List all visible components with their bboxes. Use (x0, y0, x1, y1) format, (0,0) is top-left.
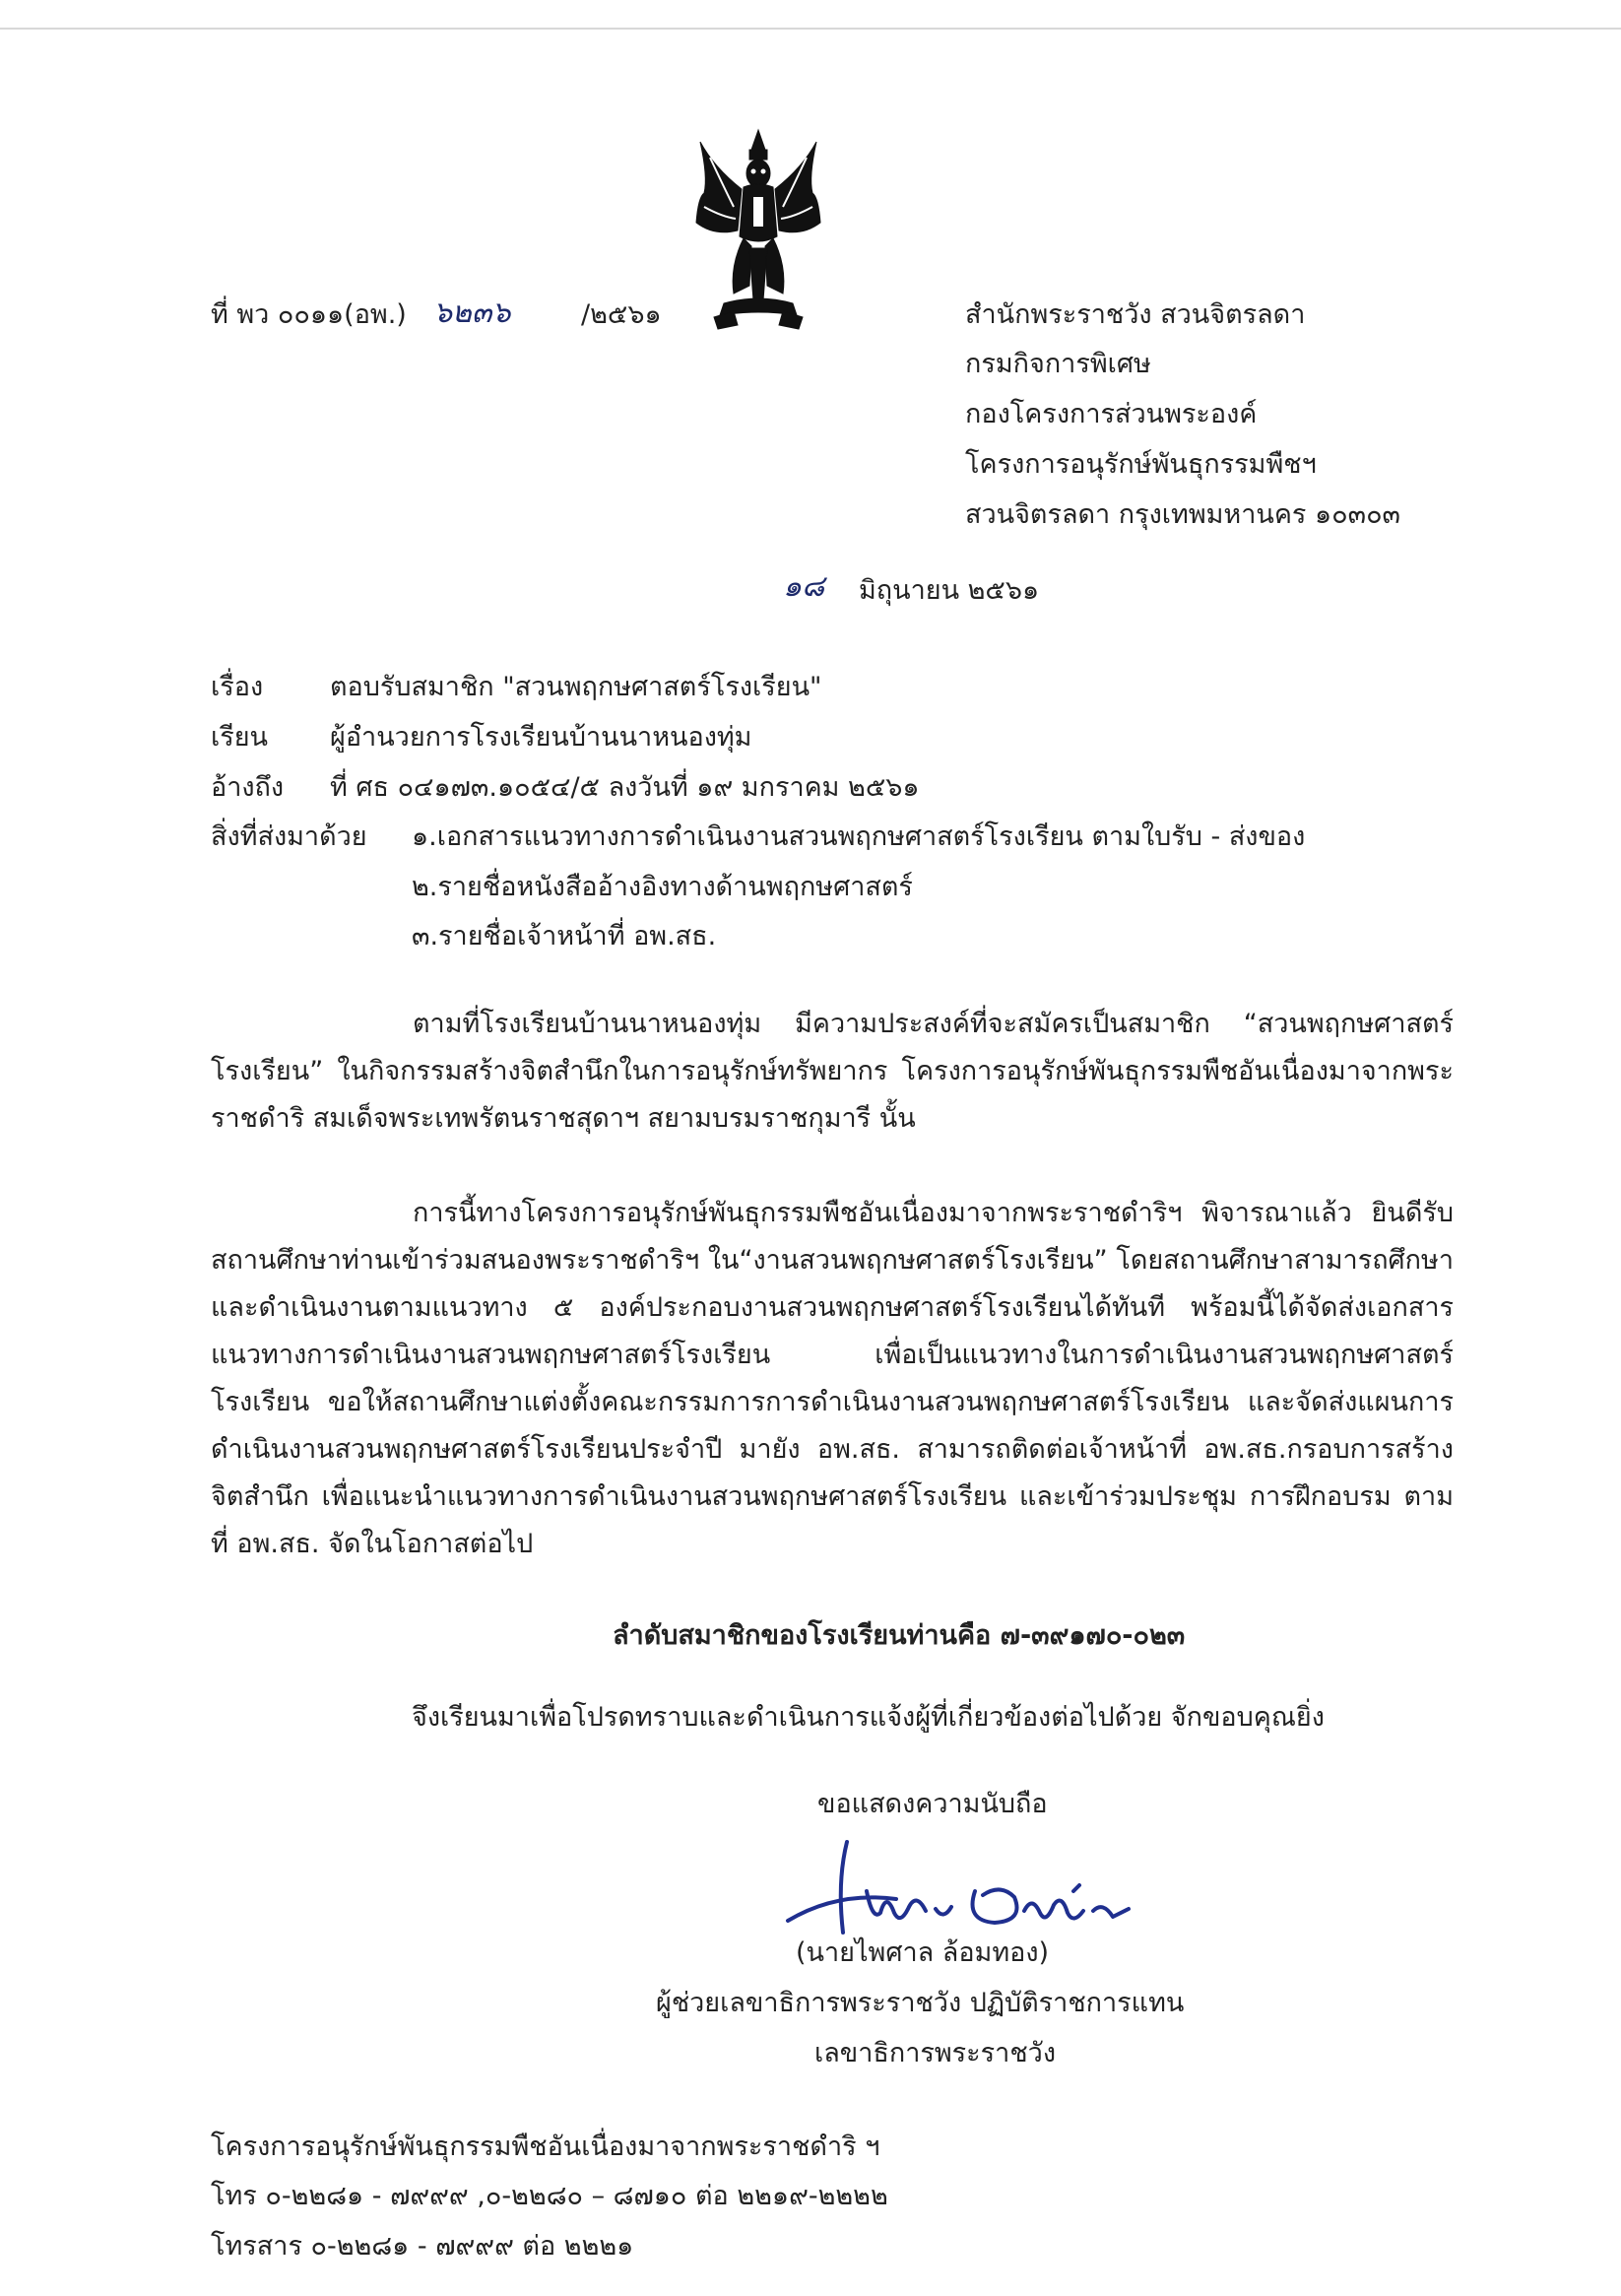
body-paragraph-2 (211, 1190, 1454, 1568)
enclosure-item-3: ๓.รายชื่อเจ้าหน้าที่ อพ.สธ. (412, 921, 717, 951)
signer-title-2: เลขาธิการพระราชวัง (814, 2038, 1057, 2068)
subject-value: ตอบรับสมาชิก "สวนพฤกษศาสตร์โรงเรียน" (330, 672, 822, 702)
signer-title-1: ผู้ช่วยเลขาธิการพระราชวัง ปฏิบัติราชการแทน (656, 1988, 1185, 2018)
footer-office: โครงการอนุรักษ์พันธุกรรมพืชอันเนื่องมาจากพระราชดำริ ฯ (211, 2132, 880, 2162)
page-top-border (0, 28, 1621, 30)
addressee-label: เรียน (211, 722, 269, 753)
sender-line-1: สำนักพระราชวัง สวนจิตรลดา (965, 299, 1306, 330)
letter-date: มิถุนายน ๒๕๖๑ (859, 575, 1040, 606)
sender-line-3: กองโครงการส่วนพระองค์ (965, 399, 1258, 429)
enclosure-item-1: ๑.เอกสารแนวทางการดำเนินงานสวนพฤกษศาสตร์โรงเรียน ตามใบรับ - ส่งของ (412, 821, 1306, 852)
regards-text: ขอแสดงความนับถือ (817, 1789, 1048, 1819)
reference-label: อ้างถึง (211, 772, 285, 803)
enclosure-item-2: ๒.รายชื่อหนังสืออ้างอิงทางด้านพฤกษศาสตร์ (412, 872, 913, 902)
body-paragraph-1 (211, 1001, 1454, 1143)
signature-image (778, 1822, 1152, 1950)
body-paragraph-2-text: การนี้ทางโครงการอนุรักษ์พันธุกรรมพืชอันเนื่องมาจากพระราชดำริฯ พิจารณาแล้ว ยินดีรับสถานศึกษาท่านเข้าร่วมสนองพระราชดำริฯ ใน“งานสวนพฤกษศาสตร์โรงเรียน” โดยสถานศึกษาสามารถศึกษาและดำเนินงานตามแนวทาง ๕ องค์ประกอบงานสวนพฤกษศาสตร์โรงเรียนได้ทันที พร้อมนี้ได้จัดส่งเอกสารแนวทางการดำเนินงานสวนพฤกษศาสตร์โรงเรียน เพื่อเป็นแนวทางในการดำเนินงานสวนพฤกษศาสตร์โรงเรียน ขอให้สถานศึกษาแต่งตั้งคณะกรรมการการดำเนินงานสวนพฤกษศาสตร์โรงเรียน และจัดส่งแผนการดำเนินงานสวนพฤกษศาสตร์โรงเรียนประจำปี มายัง อพ.สธ. สามารถติดต่อเจ้าหน้าที่ อพ.สธ.กรอบการสร้างจิตสำนึก เพื่อแนะนำแนวทางการดำเนินงานสวนพฤกษศาสตร์โรงเรียน และเข้าร่วมประชุม การฝึกอบรม ตามที่ อพ.สธ. จัดในโอกาสต่อไป (211, 1198, 1454, 1559)
signer-name: (นายไพศาล ล้อมทอง) (796, 1937, 1050, 1968)
garuda-emblem-icon (694, 128, 822, 330)
reference-number: ที่ พว ๐๐๑๑(อพ.) (211, 299, 407, 330)
member-number-line: ลำดับสมาชิกของโรงเรียนท่านคือ ๗-๓๙๑๗๐-๐๒๓ (613, 1620, 1186, 1651)
reference-handwritten-number: ๖๒๓๖ (433, 295, 511, 330)
reference-year: /๒๕๖๑ (581, 299, 662, 330)
reference-value: ที่ ศธ ๐๔๑๗๓.๑๐๕๔/๕ ลงวันที่ ๑๙ มกราคม ๒๕๖๑ (330, 772, 920, 803)
body-paragraph-1-text: ตามที่โรงเรียนบ้านนาหนองทุ่ม มีความประสงค์ที่จะสมัครเป็นสมาชิก “สวนพฤกษศาสตร์โรงเรียน” ในกิจกรรมสร้างจิตสำนึกในการอนุรักษ์ทรัพยากร โครงการอนุรักษ์พันธุกรรมพืชอันเนื่องมาจากพระราชดำริ สมเด็จพระเทพรัตนราชสุดาฯ สยามบรมราชกุมารี นั้น (211, 1009, 1454, 1134)
addressee-value: ผู้อำนวยการโรงเรียนบ้านนาหนองทุ่ม (330, 722, 752, 753)
footer-phone: โทร ๐-๒๒๘๑ - ๗๙๙๙ ,๐-๒๒๘๐ – ๘๗๑๐ ต่อ ๒๒๑๙-๒๒๒๒ (211, 2181, 888, 2211)
subject-label: เรื่อง (211, 672, 264, 702)
footer-fax: โทรสาร ๐-๒๒๘๑ - ๗๙๙๙ ต่อ ๒๒๒๑ (211, 2231, 634, 2262)
sender-line-4: โครงการอนุรักษ์พันธุกรรมพืชฯ (965, 449, 1317, 480)
closing-line: จึงเรียนมาเพื่อโปรดทราบและดำเนินการแจ้งผู้ที่เกี่ยวข้องต่อไปด้วย จักขอบคุณยิ่ง (412, 1702, 1325, 1733)
date-handwritten-day: ๑๘ (783, 569, 825, 604)
enclosure-label: สิ่งที่ส่งมาด้วย (211, 821, 367, 852)
sender-line-2: กรมกิจการพิเศษ (965, 349, 1151, 379)
sender-line-5: สวนจิตรลดา กรุงเทพมหานคร ๑๐๓๐๓ (965, 499, 1401, 530)
